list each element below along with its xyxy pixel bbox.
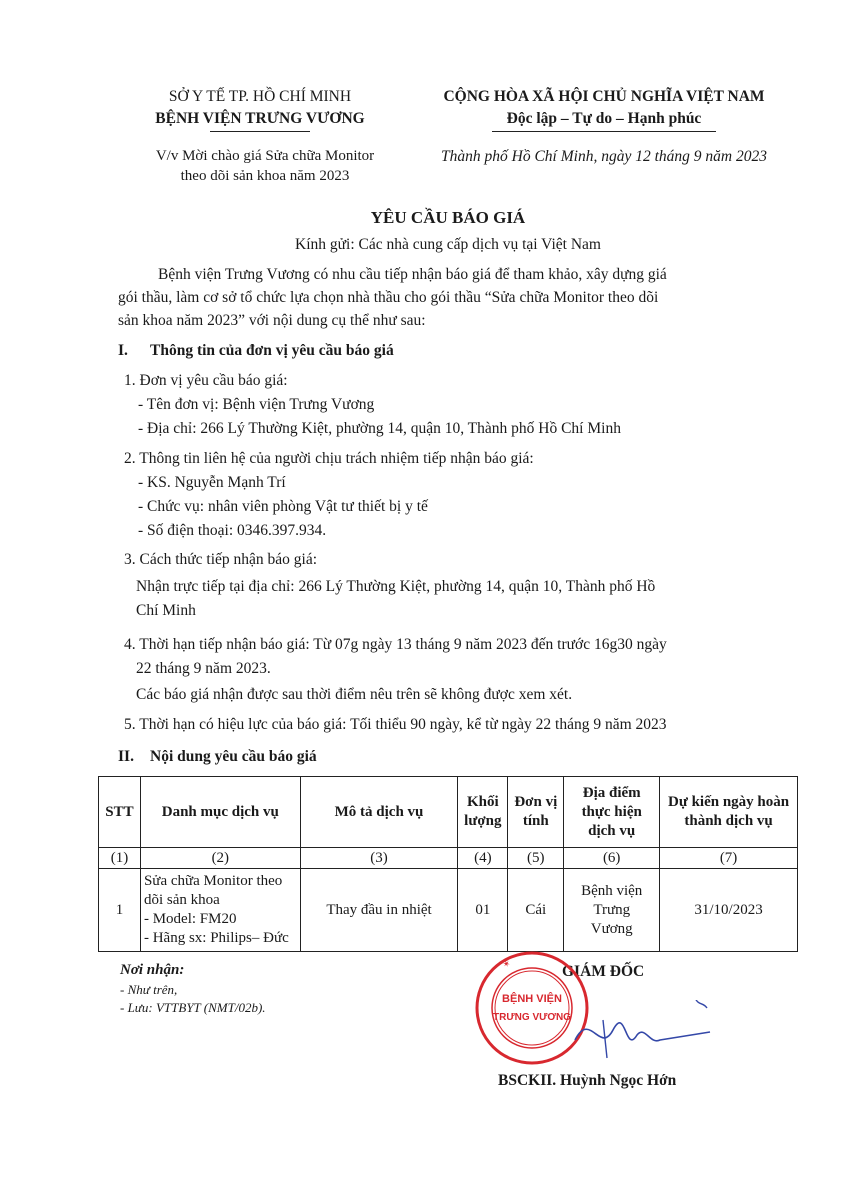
intro-line-2: gói thầu, làm cơ sở tổ chức lựa chọn nhà thầu cho gói thầu “Sửa chữa Monitor theo dõi [118,289,659,306]
table-row [99,869,798,952]
location-line-3: Vương [590,920,633,937]
col-number: (5) [508,848,564,869]
item-2-c: - Số điện thoại: 0346.397.934. [138,522,327,539]
cell-completion: 31/10/2023 [660,869,798,952]
header-description: Mô tả dịch vụ [300,777,458,848]
stamp-text-2: TRƯNG VƯƠNG [493,1012,571,1023]
section-1-number: I. [118,342,128,359]
cell-quantity: 01 [458,869,508,952]
item-2: 2. Thông tin liên hệ của người chịu trách nhiệm tiếp nhận báo giá: [124,450,534,467]
item-1: 1. Đơn vị yêu cầu báo giá: [124,372,288,389]
subject-line-2: theo dõi sản khoa năm 2023 [180,168,350,184]
location-line-1: Bệnh viện [581,882,643,899]
header-completion: Dự kiến ngày hoàn thành dịch vụ [660,777,798,848]
signature [565,1000,715,1070]
section-2-number: II. [118,748,134,765]
cell-unit: Cái [508,869,564,952]
service-line-3: - Model: FM20 [143,911,237,927]
item-4: 4. Thời hạn tiếp nhận báo giá: Từ 07g ngày 13 tháng 9 năm 2023 đến trước 16g30 ngày [124,636,667,653]
item-4-c: Các báo giá nhận được sau thời điểm nêu trên sẽ không được xem xét. [136,686,573,703]
service-line-1: Sửa chữa Monitor theo [143,873,283,889]
item-3-a: Nhận trực tiếp tại địa chỉ: 266 Lý Thường Kiệt, phường 14, quận 10, Thành phố Hồ [136,578,656,595]
section-1-title: Thông tin của đơn vị yêu cầu báo giá [150,342,394,359]
subject-line-1: V/v Mời chào giá Sửa chữa Monitor [155,148,375,164]
document-title: YÊU CẦU BÁO GIÁ [370,208,526,227]
col-number: (3) [300,848,458,869]
item-2-b: - Chức vụ: nhân viên phòng Vật tư thiết bị y tế [138,498,428,515]
item-1-a: - Tên đơn vị: Bệnh viện Trưng Vương [138,396,375,413]
director-title: GIÁM ĐỐC [562,963,645,980]
recipient-line: Kính gửi: Các nhà cung cấp dịch vụ tại Việt Nam [295,236,601,253]
item-3: 3. Cách thức tiếp nhận báo giá: [124,551,318,568]
recipients-title: Nơi nhận: [120,962,185,978]
nation-line-1: CỘNG HÒA XÃ HỘI CHỦ NGHĨA VIỆT NAM [443,88,765,105]
table-col-number-row [99,848,798,869]
cell-stt: 1 [99,869,141,952]
header-stt: STT [99,777,141,848]
item-3-b: Chí Minh [136,602,196,619]
intro-line-3: sản khoa năm 2023” với nội dung cụ thể như sau: [118,312,426,329]
header-unit: Đơn vị tính [508,777,564,848]
col-number: (6) [564,848,660,869]
recipient-1: - Như trên, [120,982,178,997]
location-line-2: Trưng [593,901,631,918]
intro-line-1: Bệnh viện Trưng Vương có nhu cầu tiếp nhận báo giá để tham khảo, xây dựng giá [158,266,667,283]
item-1-b: - Địa chỉ: 266 Lý Thường Kiệt, phường 14, quận 10, Thành phố Hồ Chí Minh [138,420,621,437]
item-2-a: - KS. Nguyễn Mạnh Trí [138,474,286,491]
date-line: Thành phố Hồ Chí Minh, ngày 12 tháng 9 năm 2023 [441,148,767,165]
col-number: (1) [99,848,141,869]
col-number: (2) [140,848,300,869]
signer-name: BSCKII. Huỳnh Ngọc Hớn [498,1072,677,1089]
svg-text:✶: ✶ [501,957,512,970]
quotation-table [98,776,798,952]
item-5: 5. Thời hạn có hiệu lực của báo giá: Tối thiểu 90 ngày, kể từ ngày 22 tháng 9 năm 2023 [124,716,667,733]
nation-underline [492,131,716,132]
service-line-2: dõi sản khoa [143,892,220,908]
org-line-1: SỞ Y TẾ TP. HỒ CHÍ MINH [168,88,352,105]
header-service: Danh mục dịch vụ [140,777,300,848]
org-underline [210,131,310,132]
section-2-title: Nội dung yêu cầu báo giá [150,748,317,765]
stamp-text-1: BỆNH VIỆN [502,993,562,1005]
service-line-4: - Hãng sx: Philips– Đức [143,930,289,946]
cell-description: Thay đầu in nhiệt [300,869,458,952]
item-4-b: 22 tháng 9 năm 2023. [136,660,271,677]
cell-service [140,869,300,952]
header-location: Địa điểm thực hiện dịch vụ [564,777,660,848]
org-line-2: BỆNH VIỆN TRƯNG VƯƠNG [155,110,365,127]
recipient-2: - Lưu: VTTBYT (NMT/02b). [120,1000,266,1015]
nation-line-2: Độc lập – Tự do – Hạnh phúc [506,110,702,127]
col-number: (7) [660,848,798,869]
col-number: (4) [458,848,508,869]
cell-location [564,869,660,952]
header-quantity: Khối lượng [458,777,508,848]
table-header-row [99,777,798,848]
